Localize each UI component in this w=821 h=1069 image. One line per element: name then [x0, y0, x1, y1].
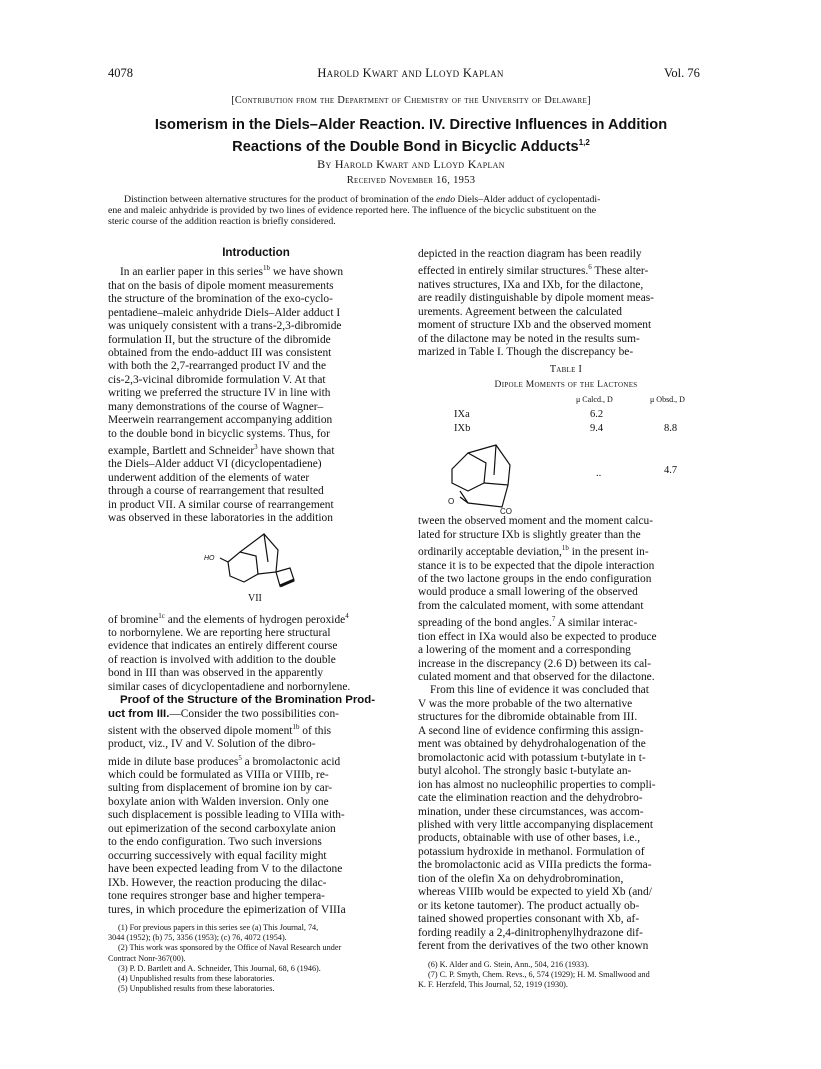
text-line: have been expected leading from V to the dilactone — [108, 863, 343, 876]
text-line: tone requires stronger base and higher tempera- — [108, 890, 325, 903]
footnote-ref: 1c — [158, 611, 165, 620]
text-line: structures for the dibromide obtainable from III. — [418, 711, 638, 724]
footnote: K. F. Herzfeld, This Journal, 52, 1919 (1930). — [418, 979, 568, 989]
oxygen-label: O — [448, 497, 455, 507]
article-title — [100, 116, 722, 156]
text-line: tween the observed moment and the moment calcu- — [418, 515, 654, 528]
text-line: cis-2,3-vicinal dibromide formulation V. At that — [108, 373, 326, 386]
text-line: product, viz., IV and V. Solution of the dibro- — [108, 738, 316, 751]
table-cell-calcd: .. — [596, 468, 602, 480]
text-line: —Consider the two possibilities con- — [169, 707, 339, 720]
text-line: tures, in which procedure the epimerization of VIIIa — [108, 903, 346, 916]
text-line: moment of structure IXb and the observed moment — [418, 319, 652, 332]
text-line: occurring successively with equal facility might — [108, 849, 327, 862]
text-line: many demonstrations of the course of Wagner– — [108, 400, 324, 413]
table-cell-calcd: 6.2 — [590, 409, 604, 421]
text-line: evidence that indicates an entirely different course — [108, 640, 338, 653]
running-title: Harold Kwart and Lloyd Kaplan — [317, 66, 504, 80]
figure-label-vii: VII — [248, 592, 262, 604]
footnote: (1) For previous papers in this series see (a) This Journal, 74, — [118, 923, 319, 933]
page-number: 4078 — [108, 66, 133, 80]
text-line: butyl alcohol. The strongly basic t-butylate an- — [418, 765, 632, 778]
footnote: (2) This work was sponsored by the Office of Naval Research under — [118, 943, 342, 953]
text-line: spreading of the bond angles. — [418, 617, 552, 630]
text-line: culated moment and that observed for the dilactone. — [418, 671, 655, 683]
text-line: plished with very little accompanying displacement — [418, 818, 654, 831]
text-line: In an earlier paper in this series — [120, 266, 263, 279]
text-line: of this — [299, 724, 332, 737]
text-line: ferent from the derivatives of the two other known — [418, 940, 649, 953]
byline: By Harold Kwart and Lloyd Kaplan — [317, 157, 505, 171]
table-cell-obsd: 8.8 — [664, 423, 678, 435]
text-line: increase in the discrepancy (2.6 D) between its cal- — [418, 657, 652, 670]
text-line: which could be formulated as VIIIa or VIIIb, re- — [108, 769, 329, 782]
text-line: ordinarily acceptable deviation, — [418, 546, 562, 559]
paragraph-proof — [108, 694, 404, 917]
footnote: (4) Unpublished results from these laboratories. — [118, 974, 275, 984]
text-line: obtained from the endo-adduct III was consistent — [108, 346, 332, 359]
structure-vii-figure — [108, 528, 404, 610]
text-line: such displacement is possible leading to VIIIa with- — [108, 809, 345, 822]
dilactone-structure — [438, 439, 558, 515]
text-line: in the present in- — [568, 546, 649, 559]
footnote-ref: 1b — [262, 264, 270, 273]
text-line: to the double bond in bicyclic systems. Thus, for — [108, 427, 330, 440]
text-line: A second line of evidence confirming this assign- — [418, 724, 644, 737]
text-line: would produce a small lowering of the observed — [418, 586, 638, 599]
text-line: through a course of rearrangement that resulted — [108, 485, 324, 498]
text-line: the structure of the bromination of the exo-cyclo- — [108, 293, 333, 306]
text-line: bromolactonic acid with potassium t-butylate in t- — [418, 751, 646, 764]
title-superscript: 1,2 — [578, 138, 590, 147]
text-line: are readily distinguishable by dipole moment meas- — [418, 292, 654, 305]
text-line: or its ketone tautomer). The product actually ob- — [418, 899, 640, 912]
footnote-ref: 5 — [238, 753, 242, 762]
col-header-calcd: μ Calcd., D — [576, 395, 613, 405]
text-line: mide in dilute base produces — [108, 755, 239, 768]
text-line: cate the elimination reaction and the dehydrobro- — [418, 792, 643, 805]
text-line: boxylate anion with Walden inversion. Only one — [108, 795, 329, 808]
footnote: (7) C. P. Smyth, Chem. Revs., 6, 574 (1929); H. M. Smallwood and — [428, 969, 650, 979]
text-line: potassium hydroxide in methanol. Formulation of — [418, 845, 645, 858]
abstract-line-1 — [108, 194, 714, 205]
title-line-1: Isomerism in the Diels–Alder Reaction. IV. Directive Influences in Addition — [154, 117, 668, 133]
text-line: similar cases of dicyclopentadiene and norbornylene. — [108, 680, 351, 693]
text-line: whereas VIIIb would be expected to yield Xb (and/ — [418, 886, 652, 899]
text-line: writing we preferred the structure IV in line with — [108, 387, 331, 400]
abstract-text: Distinction between alternative structures for the product of bromination of the — [124, 194, 437, 205]
proof-heading: Proof of the Structure of the Bromination Prod- — [120, 694, 376, 707]
abstract-text: Diels–Alder adduct of cyclopentadi- — [455, 194, 601, 205]
text-line: that on the basis of dipole moment measurements — [108, 279, 334, 292]
text-line: ion has almost no nucleophilic properties to compli- — [418, 778, 656, 791]
text-line: a bromolactonic acid — [241, 755, 341, 768]
footnote: 3044 (1952); (b) 75, 3356 (1953); (c) 76, 4072 (1954). — [108, 933, 287, 943]
text-line: These alter- — [591, 265, 649, 278]
text-line: effected in entirely similar structures. — [418, 265, 589, 278]
text-line: out epimerization of the second carboxylate anion — [108, 822, 336, 835]
carbonyl-label: CO — [500, 507, 512, 517]
text-line: of reaction is involved with addition to the double — [108, 653, 336, 666]
contribution-line: [Contribution from the Department of Chemistry of the University of Delaware] — [231, 95, 591, 106]
footnote-ref: 1b — [561, 544, 569, 553]
text-line: sulting from displacement of bromine ion by car- — [108, 782, 333, 795]
text-line: with both the 2,7-rearranged product IV and the — [108, 360, 327, 373]
hydroxyl-label: HO — [204, 554, 215, 562]
footnotes-left — [108, 923, 404, 994]
text-line: from the calculated moment, with some attendant — [418, 599, 644, 612]
paragraph-evidence — [418, 684, 714, 953]
text-line: sistent with the observed dipole moment — [108, 724, 293, 737]
text-line: of the two lactone groups in the endo configuration — [418, 573, 652, 586]
abstract-line-2: ene and maleic anhydride is provided by two lines of evidence reported here. The influence of the bicyclic substituent on the — [108, 205, 597, 216]
text-line: urements. Agreement between the calculated — [418, 305, 622, 318]
proof-heading-2: uct from III. — [108, 707, 170, 720]
table-caption: Table I — [549, 364, 583, 376]
text-line: of the dilactone may be noted in the results sum- — [418, 332, 640, 345]
footnote-ref: 1b — [292, 723, 300, 732]
text-line: stance it is to be expected that the dipole interaction — [418, 559, 655, 572]
text-line: From this line of evidence it was concluded that — [430, 684, 649, 697]
right-column — [418, 248, 714, 990]
text-line: mination, under these circumstances, was accom- — [418, 805, 644, 818]
received-date: Received November 16, 1953 — [346, 175, 476, 186]
table-cell-obsd: 4.7 — [664, 465, 678, 477]
text-line: tained showed properties consonant with Xb, af- — [418, 913, 640, 926]
table-cell-calcd: 9.4 — [590, 423, 604, 435]
text-line: underwent addition of the elements of water — [108, 471, 310, 484]
abstract — [108, 194, 714, 227]
text-line: example, Bartlett and Schneider — [108, 444, 255, 457]
left-column — [108, 246, 404, 994]
paragraph-dilactone — [418, 248, 714, 359]
text-line: IXb. However, the reaction producing the dilac- — [108, 876, 327, 889]
text-line: a lowering of the moment and a corresponding — [418, 644, 631, 657]
table-row-name: IXb — [454, 423, 471, 435]
table-row-name: IXa — [454, 409, 470, 421]
footnote: (3) P. D. Bartlett and A. Schneider, This Journal, 68, 6 (1946). — [118, 963, 321, 973]
text-line: ment was obtained by dehydrohalogenation of the — [418, 738, 646, 751]
text-line: and the elements of hydrogen peroxide — [164, 613, 346, 626]
paragraph-intro — [108, 262, 404, 525]
table-title: Dipole Moments of the Lactones — [494, 379, 638, 390]
text-line: products, obtainable with use of other bases, i.e., — [418, 832, 641, 845]
footnote-ref: 4 — [345, 611, 349, 620]
text-line: tion of the olefin Xa on dehydrobromination, — [418, 872, 624, 885]
footnote: (6) K. Alder and G. Stein, Ann., 504, 216 (1933). — [428, 959, 590, 969]
text-line: lated for structure IXb is slightly greater than the — [418, 528, 641, 541]
text-line: to the endo configuration. Two such inversions — [108, 836, 322, 849]
footnote-ref: 7 — [551, 615, 556, 624]
title-line-2-text: Reactions of the Double Bond in Bicyclic Adducts — [232, 138, 579, 155]
introduction-heading: Introduction — [222, 246, 290, 259]
volume-label: Vol. 76 — [664, 66, 700, 80]
paragraph-intro-cont — [108, 610, 404, 695]
text-line: to norbornylene. We are reporting here structural — [108, 626, 331, 639]
title-line-2 — [100, 134, 722, 156]
text-line: was observed in these laboratories in the addition — [108, 512, 333, 525]
footnote-ref: 3 — [254, 443, 258, 452]
text-line: bond in III than was observed in the apparently — [108, 667, 324, 680]
text-line: depicted in the reaction diagram has been readily — [418, 248, 642, 260]
text-line: marized in Table I. Though the discrepancy be- — [418, 345, 634, 358]
text-line: natives structures, IXa and IXb, for the dilactone, — [418, 278, 644, 291]
text-line: have shown that — [257, 444, 335, 457]
paragraph-discrepancy — [418, 515, 714, 684]
footnote-ref: 6 — [588, 263, 592, 272]
text-line: pentadiene–maleic anhydride Diels–Alder adduct I — [108, 306, 341, 319]
footnote: Contract Nonr-367(00). — [108, 953, 186, 963]
footnote: (5) Unpublished results from these laboratories. — [118, 984, 275, 994]
text-line: the Diels–Alder adduct VI (dicyclopentadiene) — [108, 458, 322, 471]
text-line: of bromine — [108, 613, 159, 626]
text-line: Meerwein rearrangement accompanying addition — [108, 414, 333, 427]
footnotes-right — [418, 960, 714, 991]
col-header-obsd: μ Obsd., D — [650, 395, 685, 405]
text-line: A similar interac- — [555, 617, 638, 630]
text-line: formulation II, but the structure of the dibromide — [108, 333, 331, 346]
text-line: fording readily a 2,4-dinitrophenylhydrazone dif- — [418, 926, 643, 939]
table-1 — [418, 363, 714, 515]
text-line: we have shown — [269, 266, 344, 279]
abstract-line-3: steric course of the addition reaction is briefly considered. — [108, 216, 336, 227]
text-line: V was the more probable of the two alternative — [418, 697, 633, 710]
text-line: in product VII. A similar course of rearrangement — [108, 498, 334, 511]
text-line: tion effect in IXa would also be expected to produce — [418, 630, 657, 643]
abstract-italic: endo — [436, 194, 456, 205]
text-line: was uniquely consistent with a trans-2,3-dibromide — [108, 320, 342, 333]
text-line: the bromolactonic acid as VIIIa predicts the forma- — [418, 859, 652, 872]
